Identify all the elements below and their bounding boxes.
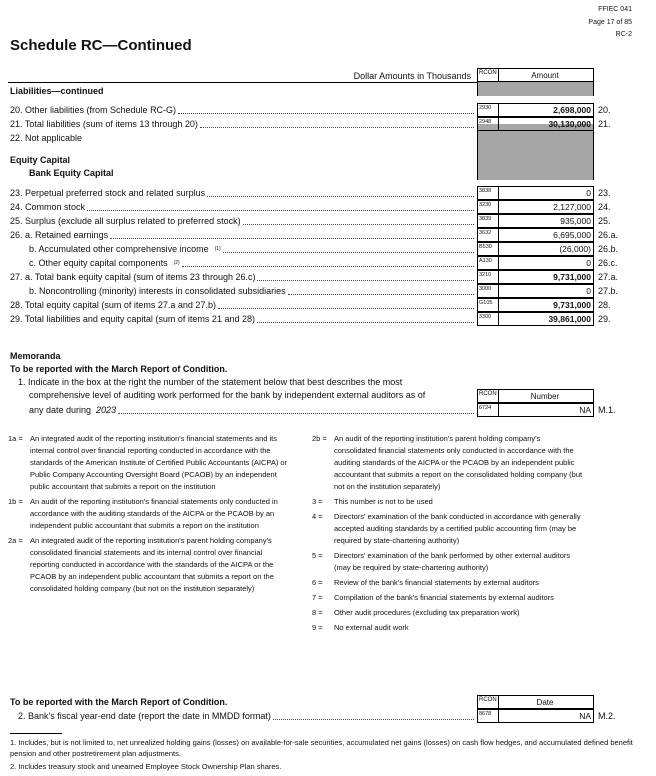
audit-option [312,577,584,589]
option-text: Directors' examination of the bank performed by other external auditors (may be required by state-chartering authority) [334,551,571,572]
leader-dots [110,228,474,239]
rcon-code: A130 [477,256,499,270]
m1-text-2: comprehensive level of auditing work performed for the bank by independent external auditors as of [29,390,426,400]
option-text: Compilation of the bank's financial statements by external auditors [334,593,554,602]
leader-dots [200,117,474,128]
rcon-code: 3839 [477,214,499,228]
option-key: 3 = [312,497,323,506]
option-key: 2a = [8,536,23,545]
option-key: 1a = [8,434,23,443]
line-item-label [10,200,474,214]
option-text: Directors' examination of the bank conducted in accordance with generally accepted auditing standards by a certified public accounting firm (may be required by state-chartering authority) [334,512,581,545]
march-note-2: To be reported with the March Report of Condition. [10,697,228,707]
leader-dots [218,298,474,309]
line-item-label [10,298,474,312]
m1-code: 6724 [477,403,499,417]
leader-dots [118,403,474,414]
memoranda-title: Memoranda [10,351,61,361]
leader-dots [178,103,474,114]
audit-option [312,622,584,634]
option-key: 7 = [312,593,323,602]
line-label: 27. a. Total bank equity capital (sum of items 23 through 26.c) [10,272,256,282]
line-item-label [10,312,474,326]
m1-number-header: Number [499,389,594,403]
page-number: Page 17 of 85 [588,19,632,26]
audit-option [312,607,584,619]
line-item-label [29,256,474,270]
shaded-cell [477,82,594,96]
leader-dots [207,186,474,197]
audit-option [8,433,292,493]
m2-rcon-header: RCON [477,695,499,709]
amount-field[interactable]: 30,130,000 [499,117,594,131]
amount-field[interactable]: 0 [499,284,594,298]
footnote-ref: (1) [214,246,221,252]
line-number: 29. [598,314,611,324]
leader-dots [273,709,474,720]
option-key: 2b = [312,434,327,443]
line-number: 27.a. [598,272,619,282]
rcon-code: 3210 [477,270,499,284]
line-number: 25. [598,216,611,226]
rcon-code: 2948 [477,117,499,131]
audit-options-left [8,433,292,598]
schedule-code: RC-2 [615,31,632,38]
m1-text-1: 1. Indicate in the box at the right the number of the statement below that best describes the most [18,377,403,387]
option-key: 9 = [312,623,323,632]
amount-field[interactable]: 935,000 [499,214,594,228]
line-number: 26.a. [598,230,619,240]
shaded-cell [477,124,594,180]
m2-row [18,709,474,723]
m2-date-header: Date [499,695,594,709]
section-liabilities: Liabilities—continued [10,86,104,96]
amount-field[interactable]: 9,731,000 [499,298,594,312]
footnote-1: 1. Includes, but is not limited to, net unrealized holding gains (losses) on available-for-sale securities, accumulated net gains (losses) on cash flow hedges, and accumulated defined benefit pension and other postretirement plan adjustments. [10,738,633,758]
amount-field[interactable]: 6,695,000 [499,228,594,242]
units-label: Dollar Amounts in Thousands [353,71,471,81]
m2-label: 2. Bank's fiscal year-end date (report the date in MMDD format) [18,711,271,721]
rcon-code: 3300 [477,312,499,326]
m2-code: 8678 [477,709,499,723]
footnote-2: 2. Includes treasury stock and unearned Employee Stock Ownership Plan shares. [10,762,282,771]
footnote-rule [10,733,62,734]
line-label: 21. Total liabilities (sum of items 13 through 20) [10,119,198,129]
line-number: 21. [598,119,611,129]
line-label: 25. Surplus (exclude all surplus related to preferred stock) [10,216,241,226]
line-item-label [29,284,474,298]
line-number: 20. [598,105,611,115]
line-number: 28. [598,300,611,310]
audit-option [8,535,292,595]
option-key: 1b = [8,497,23,506]
leader-dots [257,270,474,281]
option-text: An integrated audit of the reporting institution's parent holding company's consolidated financial statements and its internal control over financial reporting conducted in accordance with the standards of the AICPA or the PCAOB by an independent public accountant that submits a report on the consolidated holding company (but not on the institution separately) [30,536,274,593]
line-item-label [29,242,474,256]
audit-option [312,496,584,508]
audit-option [8,496,292,532]
m1-text-3: any date during [29,405,92,415]
line-label: b. Noncontrolling (minority) interests in consolidated subsidiaries [29,286,286,296]
line-label: 29. Total liabilities and equity capital (sum of items 21 and 28) [10,314,255,324]
line-label: c. Other equity capital components [29,258,168,268]
form-id: FFIEC 041 [598,6,632,13]
option-text: An audit of the reporting institution's financial statements only conducted in accordance with the auditing standards of the AICPA or the PCAOB by an independent public accountant that submits a report on the institution [30,497,278,530]
leader-dots [87,200,474,211]
m2-date-input[interactable]: NA [499,709,594,723]
audit-options-right [312,433,584,637]
leader-dots [182,256,474,267]
line-number: 24. [598,202,611,212]
rcon-code: 3230 [477,200,499,214]
rcon-code: B530 [477,242,499,256]
rcon-code: G105 [477,298,499,312]
amount-field[interactable]: (26,000) [499,242,594,256]
leader-dots [223,242,474,253]
amount-field[interactable]: 0 [499,256,594,270]
amount-field[interactable]: 2,698,000 [499,103,594,117]
option-text: Review of the bank's financial statements by external auditors [334,578,539,587]
leader-dots [257,312,474,323]
line-item-label [10,214,474,228]
amount-field[interactable]: 9,731,000 [499,270,594,284]
m1-year: 2023 [96,405,117,415]
option-key: 6 = [312,578,323,587]
option-text: An audit of the reporting institution's parent holding company's consolidated financial statements only conducted in accordance with the auditing standards of the AICPA or the PCAOB by an independent public accountant that submits a report on the consolidated holding company (but not on the institution separately) [334,434,583,491]
line-label: 20. Other liabilities (from Schedule RC-G) [10,105,177,115]
m1-row [29,403,474,417]
divider [8,82,478,83]
audit-option [312,511,584,547]
option-key: 4 = [312,512,323,521]
leader-dots [243,214,474,225]
m1-number-input[interactable]: NA [499,403,594,417]
option-key: 8 = [312,608,323,617]
option-text: Other audit procedures (excluding tax preparation work) [334,608,520,617]
option-key: 5 = [312,551,323,560]
rcon-header: RCON [477,68,499,82]
m1-line-number: M.1. [598,405,616,415]
audit-option [312,592,584,604]
option-text: An integrated audit of the reporting institution's financial statements and its internal control over financial reporting conducted in accordance with the standards of the American Institute of Certified Public Accountants (AICPA) or Public Company Accounting Oversight Board (PCAOB) by an independent public accountant that submits a report on the institution [30,434,288,491]
line-item-label [10,117,474,131]
amount-field[interactable]: 2,127,000 [499,200,594,214]
line-item-label [10,131,474,145]
rcon-code: 3000 [477,284,499,298]
m2-line-number: M.2. [598,711,616,721]
section-equity-capital: Equity Capital [10,155,71,165]
line-item-label [10,103,474,117]
line-number: 23. [598,188,611,198]
line-label: 23. Perpetual preferred stock and related surplus [10,188,206,198]
line-label: 24. Common stock [10,202,86,212]
rcon-code: 3632 [477,228,499,242]
audit-option [312,433,584,493]
line-label: 26. a. Retained earnings [10,230,109,240]
line-item-label [10,228,474,242]
leader-dots [288,284,474,295]
rcon-code: 2930 [477,103,499,117]
option-text: No external audit work [334,623,409,632]
audit-option [312,550,584,574]
line-label: b. Accumulated other comprehensive income [29,244,209,254]
march-note-1: To be reported with the March Report of Condition. [10,364,228,374]
option-text: This number is not to be used [334,497,433,506]
amount-header: Amount [499,68,594,82]
line-label: 28. Total equity capital (sum of items 27.a and 27.b) [10,300,216,310]
line-number: 27.b. [598,286,619,296]
amount-field[interactable]: 39,861,000 [499,312,594,326]
m1-rcon-header: RCON [477,389,499,403]
line-number: 26.c. [598,258,618,268]
amount-field[interactable]: 0 [499,186,594,200]
section-bank-equity-capital: Bank Equity Capital [29,168,114,178]
page-title: Schedule RC—Continued [10,37,192,54]
footnote-ref: (2) [173,260,180,266]
line-item-label [10,186,474,200]
line-label: 22. Not applicable [10,133,83,143]
rcon-code: 3838 [477,186,499,200]
line-item-label [10,270,474,284]
line-number: 26.b. [598,244,619,254]
